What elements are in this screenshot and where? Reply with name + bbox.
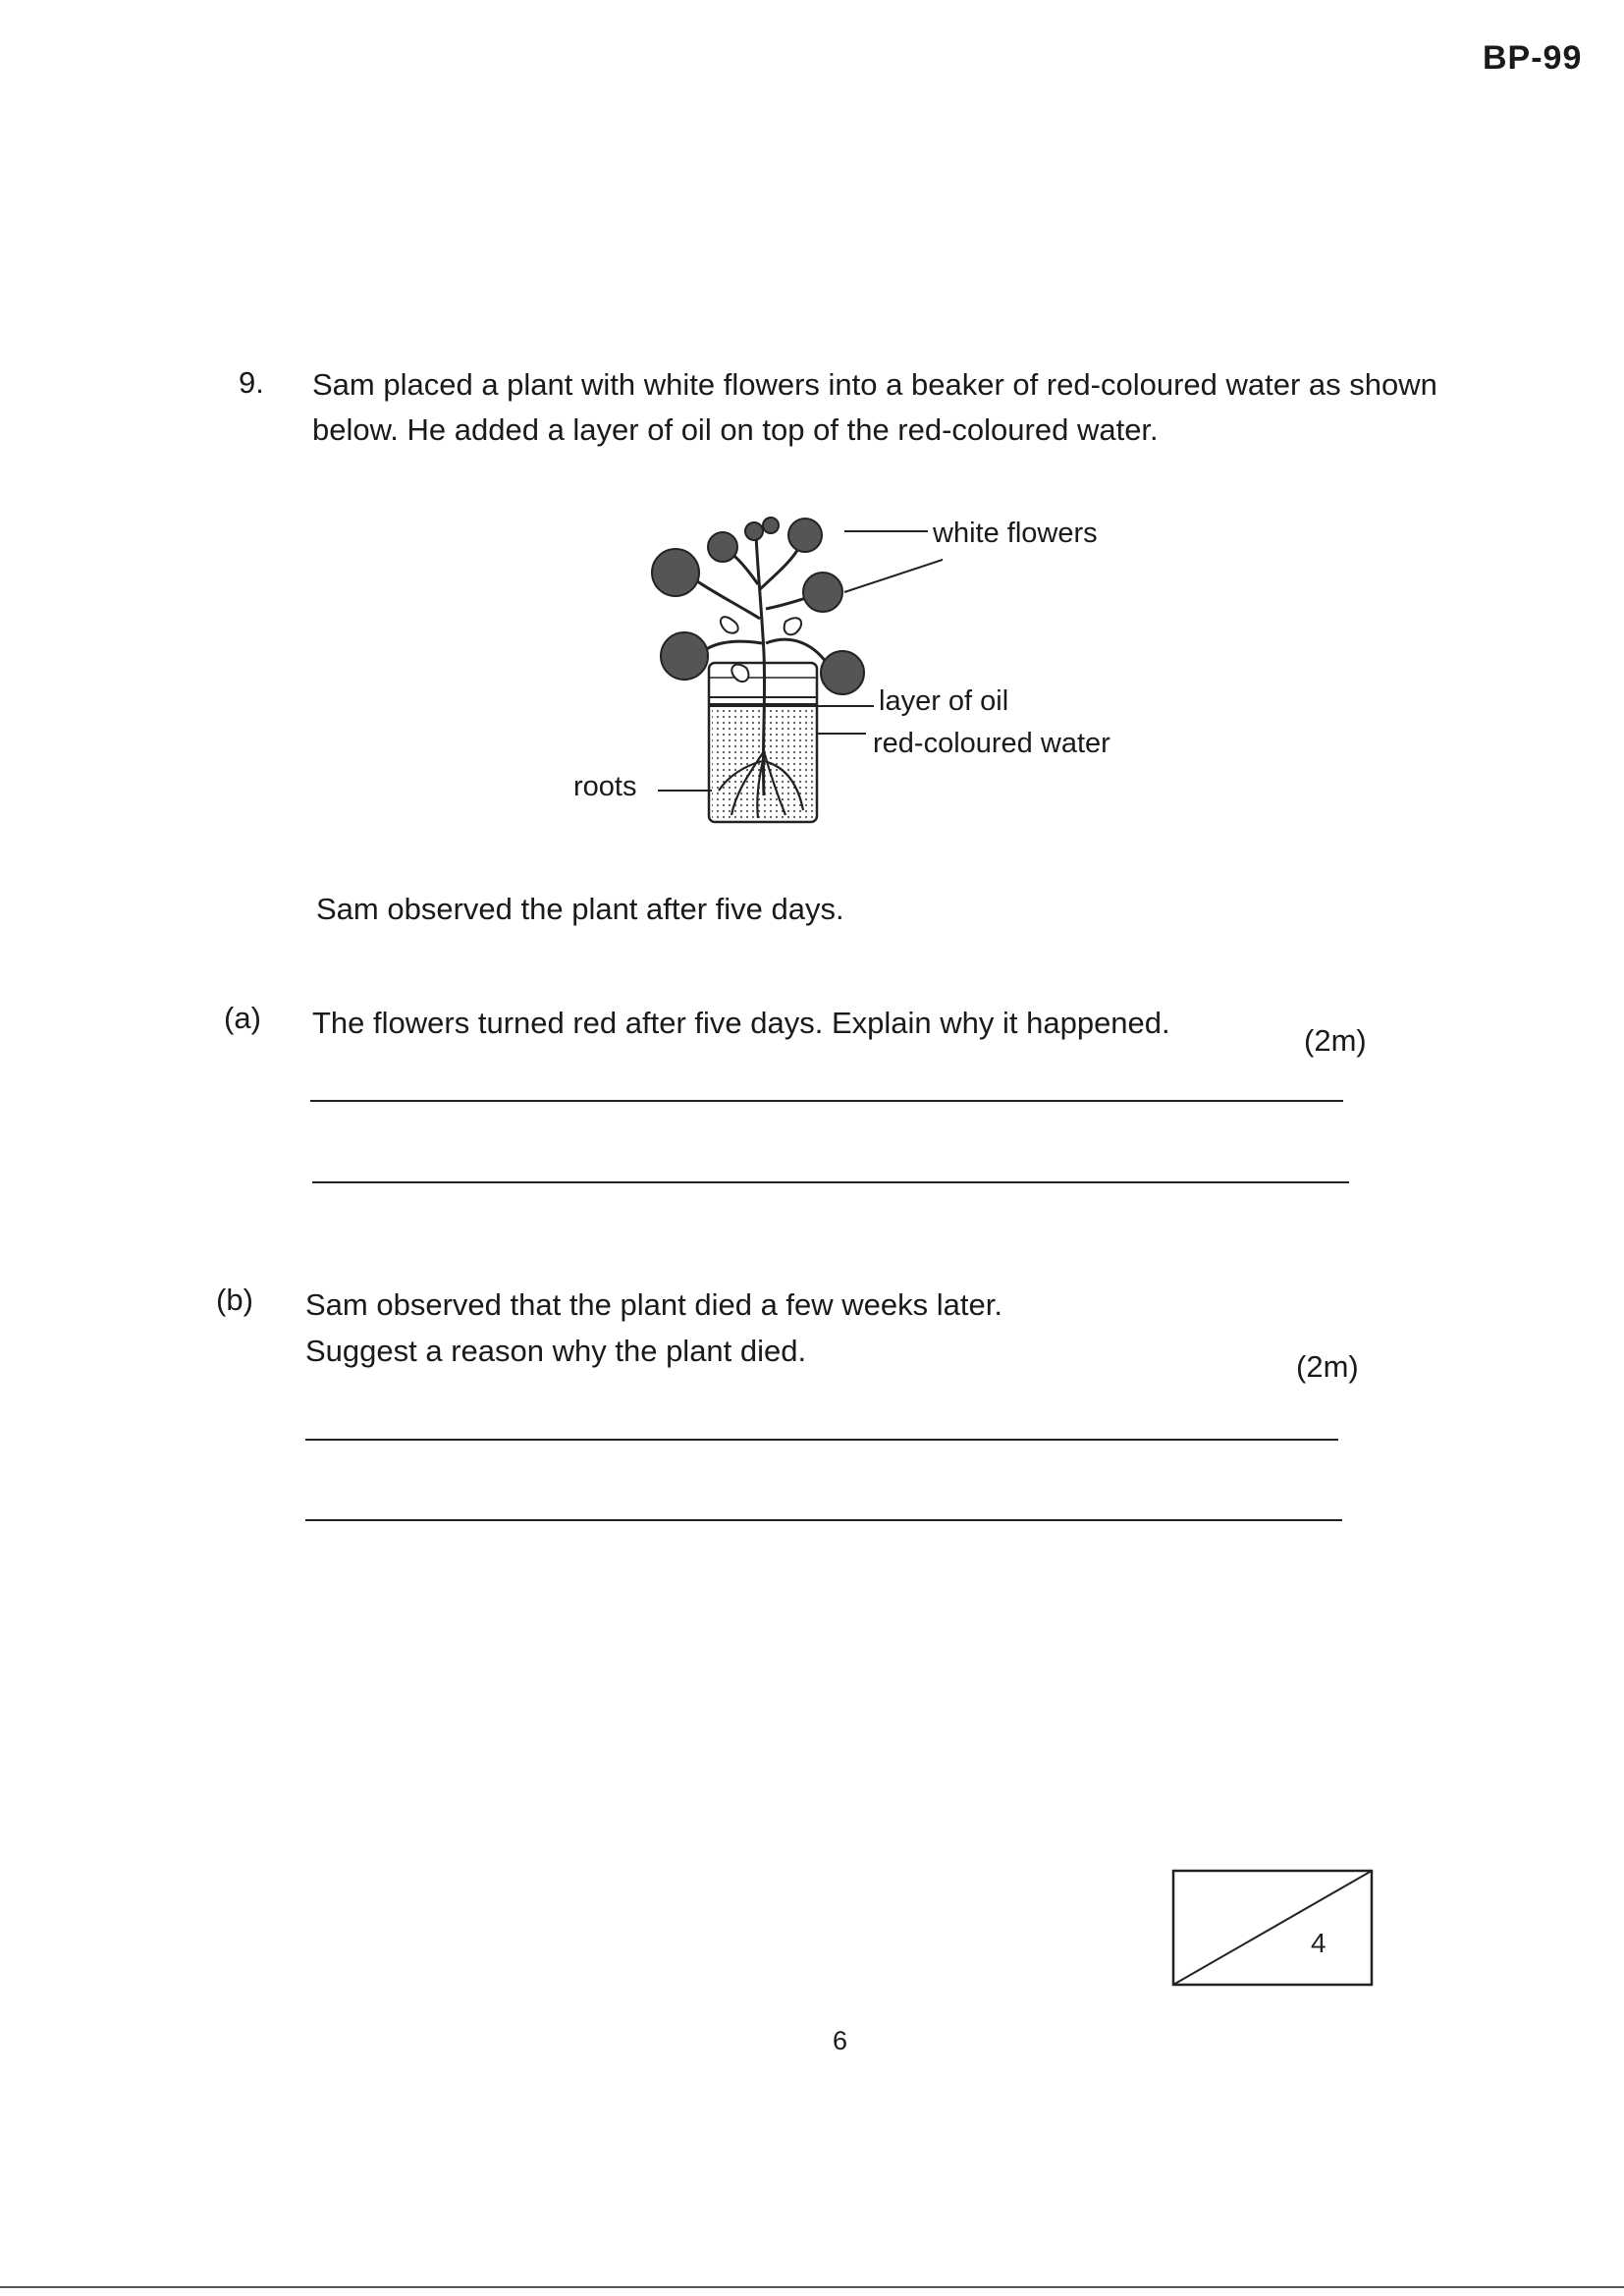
part-a-label: (a) — [224, 1001, 261, 1035]
label-white-flowers: white flowers — [933, 518, 1098, 549]
part-a-question: The flowers turned red after five days. Explain why it happened. — [312, 1006, 1170, 1040]
answer-line-b1[interactable] — [305, 1439, 1338, 1441]
answer-line-a2[interactable] — [312, 1181, 1349, 1183]
answer-line-b2[interactable] — [305, 1519, 1342, 1521]
part-b-label: (b) — [216, 1283, 253, 1317]
page-number: 6 — [833, 2026, 848, 2055]
part-a-marks: (2m) — [1304, 1023, 1367, 1058]
label-layer-of-oil: layer of oil — [879, 685, 1009, 717]
part-b-question-line2: Suggest a reason why the plant died. — [305, 1334, 807, 1368]
page-bottom-rule — [0, 2286, 1624, 2288]
part-b-question-line1: Sam observed that the plant died a few weeks later. — [305, 1287, 1002, 1322]
label-red-coloured-water: red-coloured water — [873, 728, 1110, 759]
question-number: 9. — [239, 365, 264, 400]
mark-box — [1171, 1869, 1374, 1987]
label-roots: roots — [573, 771, 637, 802]
page-code: BP-99 — [1483, 39, 1583, 77]
question-intro-line1: Sam placed a plant with white flowers into a beaker of red-coloured water as shown — [312, 367, 1437, 402]
answer-line-a1[interactable] — [310, 1100, 1343, 1102]
observation-text: Sam observed the plant after five days. — [316, 892, 844, 926]
mark-box-total: 4 — [1311, 1928, 1326, 1958]
question-intro-line2: below. He added a layer of oil on top of the red-coloured water. — [312, 412, 1159, 447]
part-b-marks: (2m) — [1296, 1349, 1359, 1384]
